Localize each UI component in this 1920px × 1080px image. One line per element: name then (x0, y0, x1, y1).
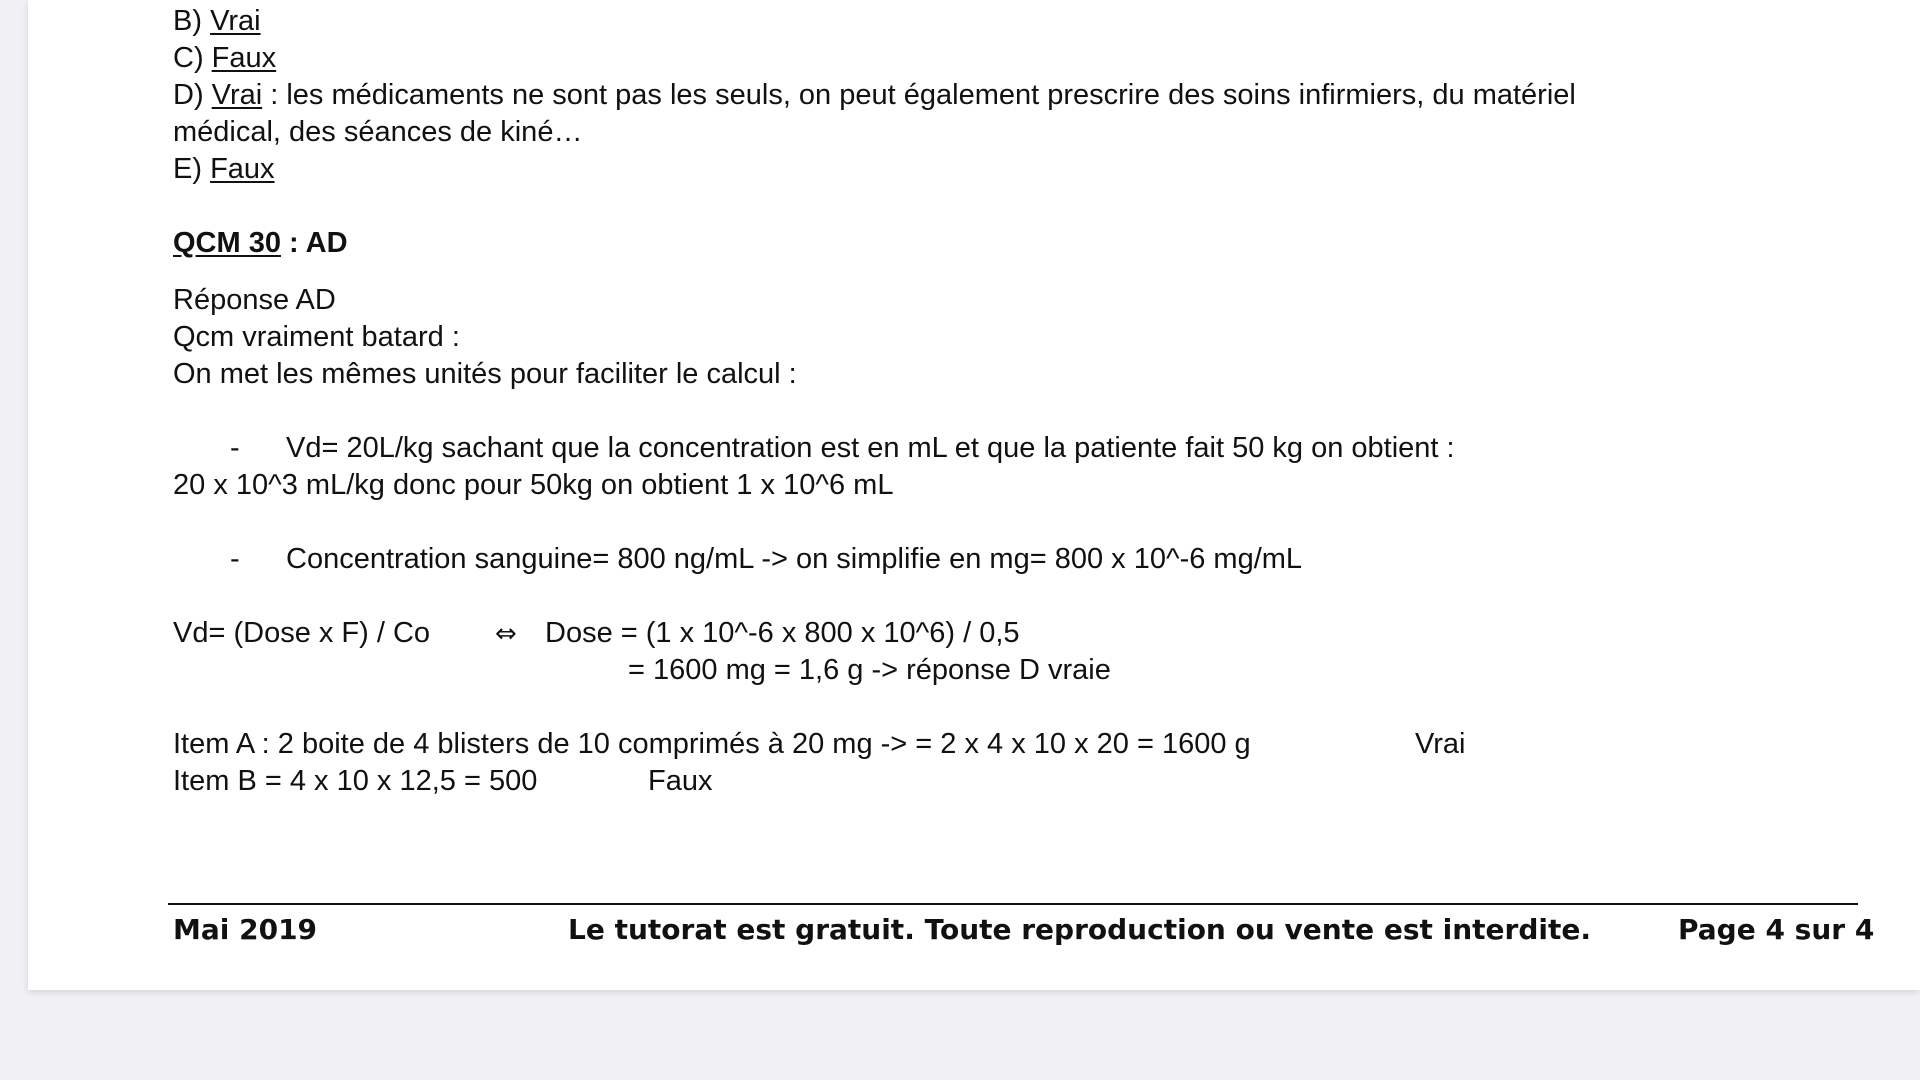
answer-c (173, 40, 276, 77)
bullet-1: Vd= 20L/kg sachant que la concentration est en mL et que la patiente fait 50 kg on obtient : (286, 432, 1455, 464)
item-b-verdict: Faux (648, 765, 713, 797)
bullet-1-continuation: 20 x 10^3 mL/kg donc pour 50kg on obtient 1 x 10^6 mL (173, 469, 894, 501)
answer-e (173, 151, 275, 188)
answer-verdict: Faux (210, 153, 275, 185)
qcm-answer: : AD (280, 227, 348, 259)
answer-d-continuation: médical, des séances de kiné… (173, 116, 583, 148)
bullet-dash: - (230, 432, 240, 464)
footer-date: Mai 2019 (173, 913, 318, 946)
answer-d (173, 77, 1576, 114)
remark-line: Qcm vraiment batard : (173, 321, 460, 353)
answer-b (173, 3, 261, 40)
qcm-label: QCM 30 (173, 227, 281, 259)
document-page (28, 0, 1920, 990)
answer-letter: E) (173, 153, 202, 185)
reponse-line: Réponse AD (173, 284, 336, 316)
footer-divider (168, 903, 1858, 905)
bullet-dash: - (230, 543, 240, 575)
answer-letter: D) (173, 79, 204, 111)
answer-verdict: Faux (211, 42, 277, 74)
answer-note: : les médicaments ne sont pas les seuls, on peut également prescrire des soins infirmiers, du matériel (262, 79, 1576, 111)
formula-left: Vd= (Dose x F) / Co (173, 617, 431, 649)
bullet-2: Concentration sanguine= 800 ng/mL -> on simplifie en mg= 800 x 10^-6 mg/mL (286, 543, 1303, 575)
answer-letter: B) (173, 5, 202, 37)
intro-line: On met les mêmes unités pour faciliter le calcul : (173, 358, 797, 390)
formula-result: = 1600 mg = 1,6 g -> réponse D vraie (628, 654, 1111, 686)
formula-right: Dose = (1 x 10^-6 x 800 x 10^6) / 0,5 (545, 617, 1020, 649)
answer-verdict: Vrai (211, 79, 263, 111)
answer-letter: C) (173, 42, 204, 74)
item-a: Item A : 2 boite de 4 blisters de 10 comprimés à 20 mg -> = 2 x 4 x 10 x 20 = 1600 g (173, 728, 1251, 760)
answer-verdict: Vrai (210, 5, 261, 37)
item-b: Item B = 4 x 10 x 12,5 = 500 (173, 765, 538, 797)
item-a-verdict: Vrai (1415, 728, 1466, 760)
qcm-heading (173, 225, 348, 262)
footer-notice: Le tutorat est gratuit. Toute reproduction ou vente est interdite. (568, 913, 1591, 946)
footer-page-number: Page 4 sur 4 (1678, 913, 1875, 946)
equivalence-icon (495, 615, 517, 653)
equivalence-symbol: ⇔ (495, 619, 517, 649)
